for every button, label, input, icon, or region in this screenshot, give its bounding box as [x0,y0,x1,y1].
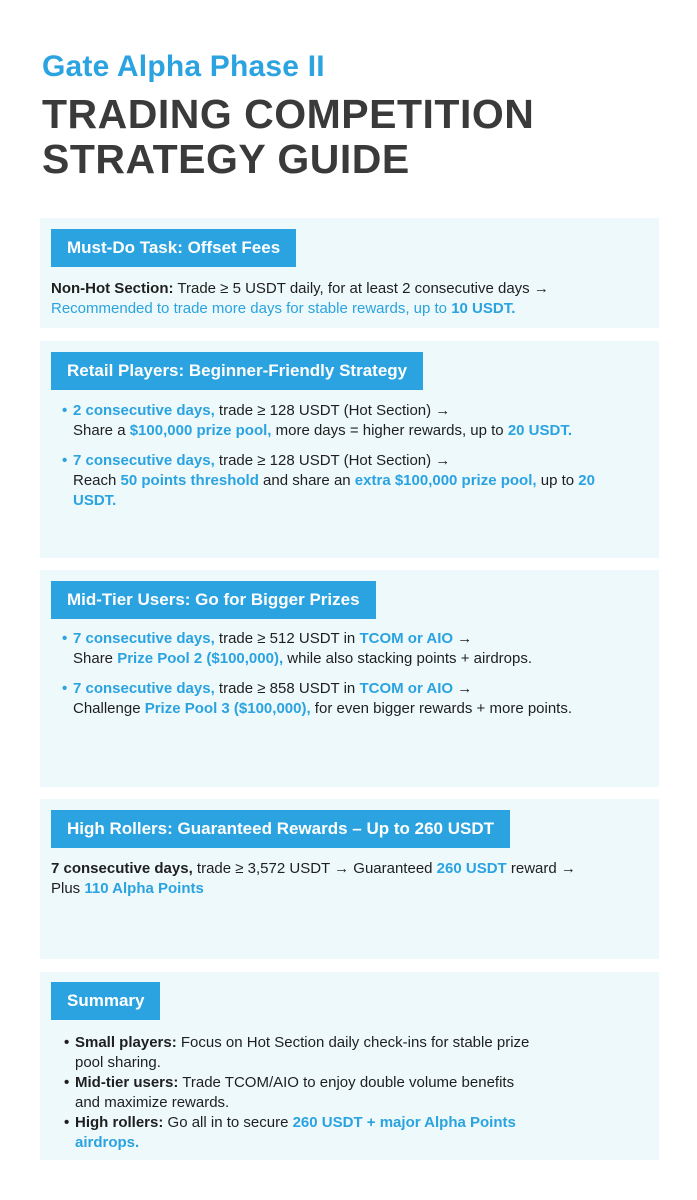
text: and share an [258,472,355,489]
highlight: TCOM or AIO [359,680,454,697]
text-line [73,679,649,699]
text-line [51,879,649,899]
text: → [453,630,473,647]
highlight: 260 USDT + major Alpha Points airdrops. [75,1114,516,1151]
highlight: 2 consecutive days, [73,402,215,419]
summary-list [51,1033,531,1153]
text: trade ≥ 858 USDT in [214,680,360,697]
list-item [51,451,649,511]
text: Trade TCOM/AIO to enjoy double volume benefits and maximize rewards. [75,1074,515,1111]
section-heading: Summary [51,982,160,1020]
text: Reach [73,472,121,489]
label: Mid-tier users: [75,1074,179,1091]
highlight: 110 Alpha Points [84,880,204,897]
text: while also stacking points + airdrops. [283,650,533,667]
text-line [73,421,649,441]
highlight: $100,000 prize pool, [129,422,272,439]
text: Share a [73,422,130,439]
text-line [51,859,649,879]
list-item [51,1073,531,1113]
text: Plus [51,880,85,897]
section-body [51,859,649,899]
label: High rollers: [75,1114,164,1131]
text-line [51,299,649,319]
list-item [51,1113,531,1153]
text: more days = higher rewards, up to [271,422,508,439]
section-summary [40,972,659,1160]
section-heading: Retail Players: Beginner-Friendly Strategy [51,352,423,390]
label: 7 consecutive days, [51,860,193,877]
highlight: 7 consecutive days, [73,630,215,647]
highlight: 10 USDT. [451,300,516,317]
text: reward → [506,860,576,877]
text: Trade ≥ 5 USDT daily, for at least 2 consecutive days → [173,280,549,297]
page-title [42,92,662,182]
text-line [73,699,649,719]
label: Non-Hot Section: [51,280,174,297]
text: Challenge [73,700,145,717]
list-item [51,629,649,669]
title-line-2: STRATEGY GUIDE [42,136,410,182]
section-heading: Mid-Tier Users: Go for Bigger Prizes [51,581,376,619]
highlight: extra $100,000 prize pool, [354,472,537,489]
section-mid-tier [40,570,659,787]
section-heading: Must-Do Task: Offset Fees [51,229,296,267]
text-line [73,401,649,421]
text-line [73,471,649,511]
text: trade ≥ 3,572 USDT → Guaranteed [192,860,437,877]
text: Focus on Hot Section daily check-ins for stable prize pool sharing. [75,1034,530,1071]
text: Recommended to trade more days for stable rewards, up to [51,300,452,317]
text: trade ≥ 512 USDT in [214,630,360,647]
highlight: 20 USDT. [73,472,595,509]
highlight: Prize Pool 3 ($100,000), [144,700,311,717]
text: trade ≥ 128 USDT (Hot Section) → [214,452,451,469]
list-item [51,679,649,719]
text: Go all in to secure [163,1114,293,1131]
section-must-do [40,218,659,328]
section-heading: High Rollers: Guaranteed Rewards – Up to 260 USDT [51,810,510,848]
highlight: 260 USDT [436,860,507,877]
section-body [51,279,649,319]
text-line [73,629,649,649]
bullet-list [51,401,649,511]
text: for even bigger rewards + more points. [310,700,573,717]
label: Small players: [75,1034,177,1051]
list-item [51,401,649,441]
text-line [73,451,649,471]
section-retail [40,341,659,558]
list-item [51,1033,531,1073]
highlight: 7 consecutive days, [73,680,215,697]
brand-title: Gate Alpha Phase II [42,50,325,83]
section-high-rollers [40,799,659,959]
text: trade ≥ 128 USDT (Hot Section) → [214,402,451,419]
title-line-1: TRADING COMPETITION [42,91,535,137]
text: → [453,680,473,697]
highlight: TCOM or AIO [359,630,454,647]
highlight: Prize Pool 2 ($100,000), [117,650,284,667]
highlight: 50 points threshold [120,472,259,489]
text-line [51,279,649,299]
highlight: 7 consecutive days, [73,452,215,469]
bullet-list [51,629,649,719]
text-line [73,649,649,669]
text: up to [536,472,579,489]
text: Share [73,650,118,667]
highlight: 20 USDT. [507,422,573,439]
